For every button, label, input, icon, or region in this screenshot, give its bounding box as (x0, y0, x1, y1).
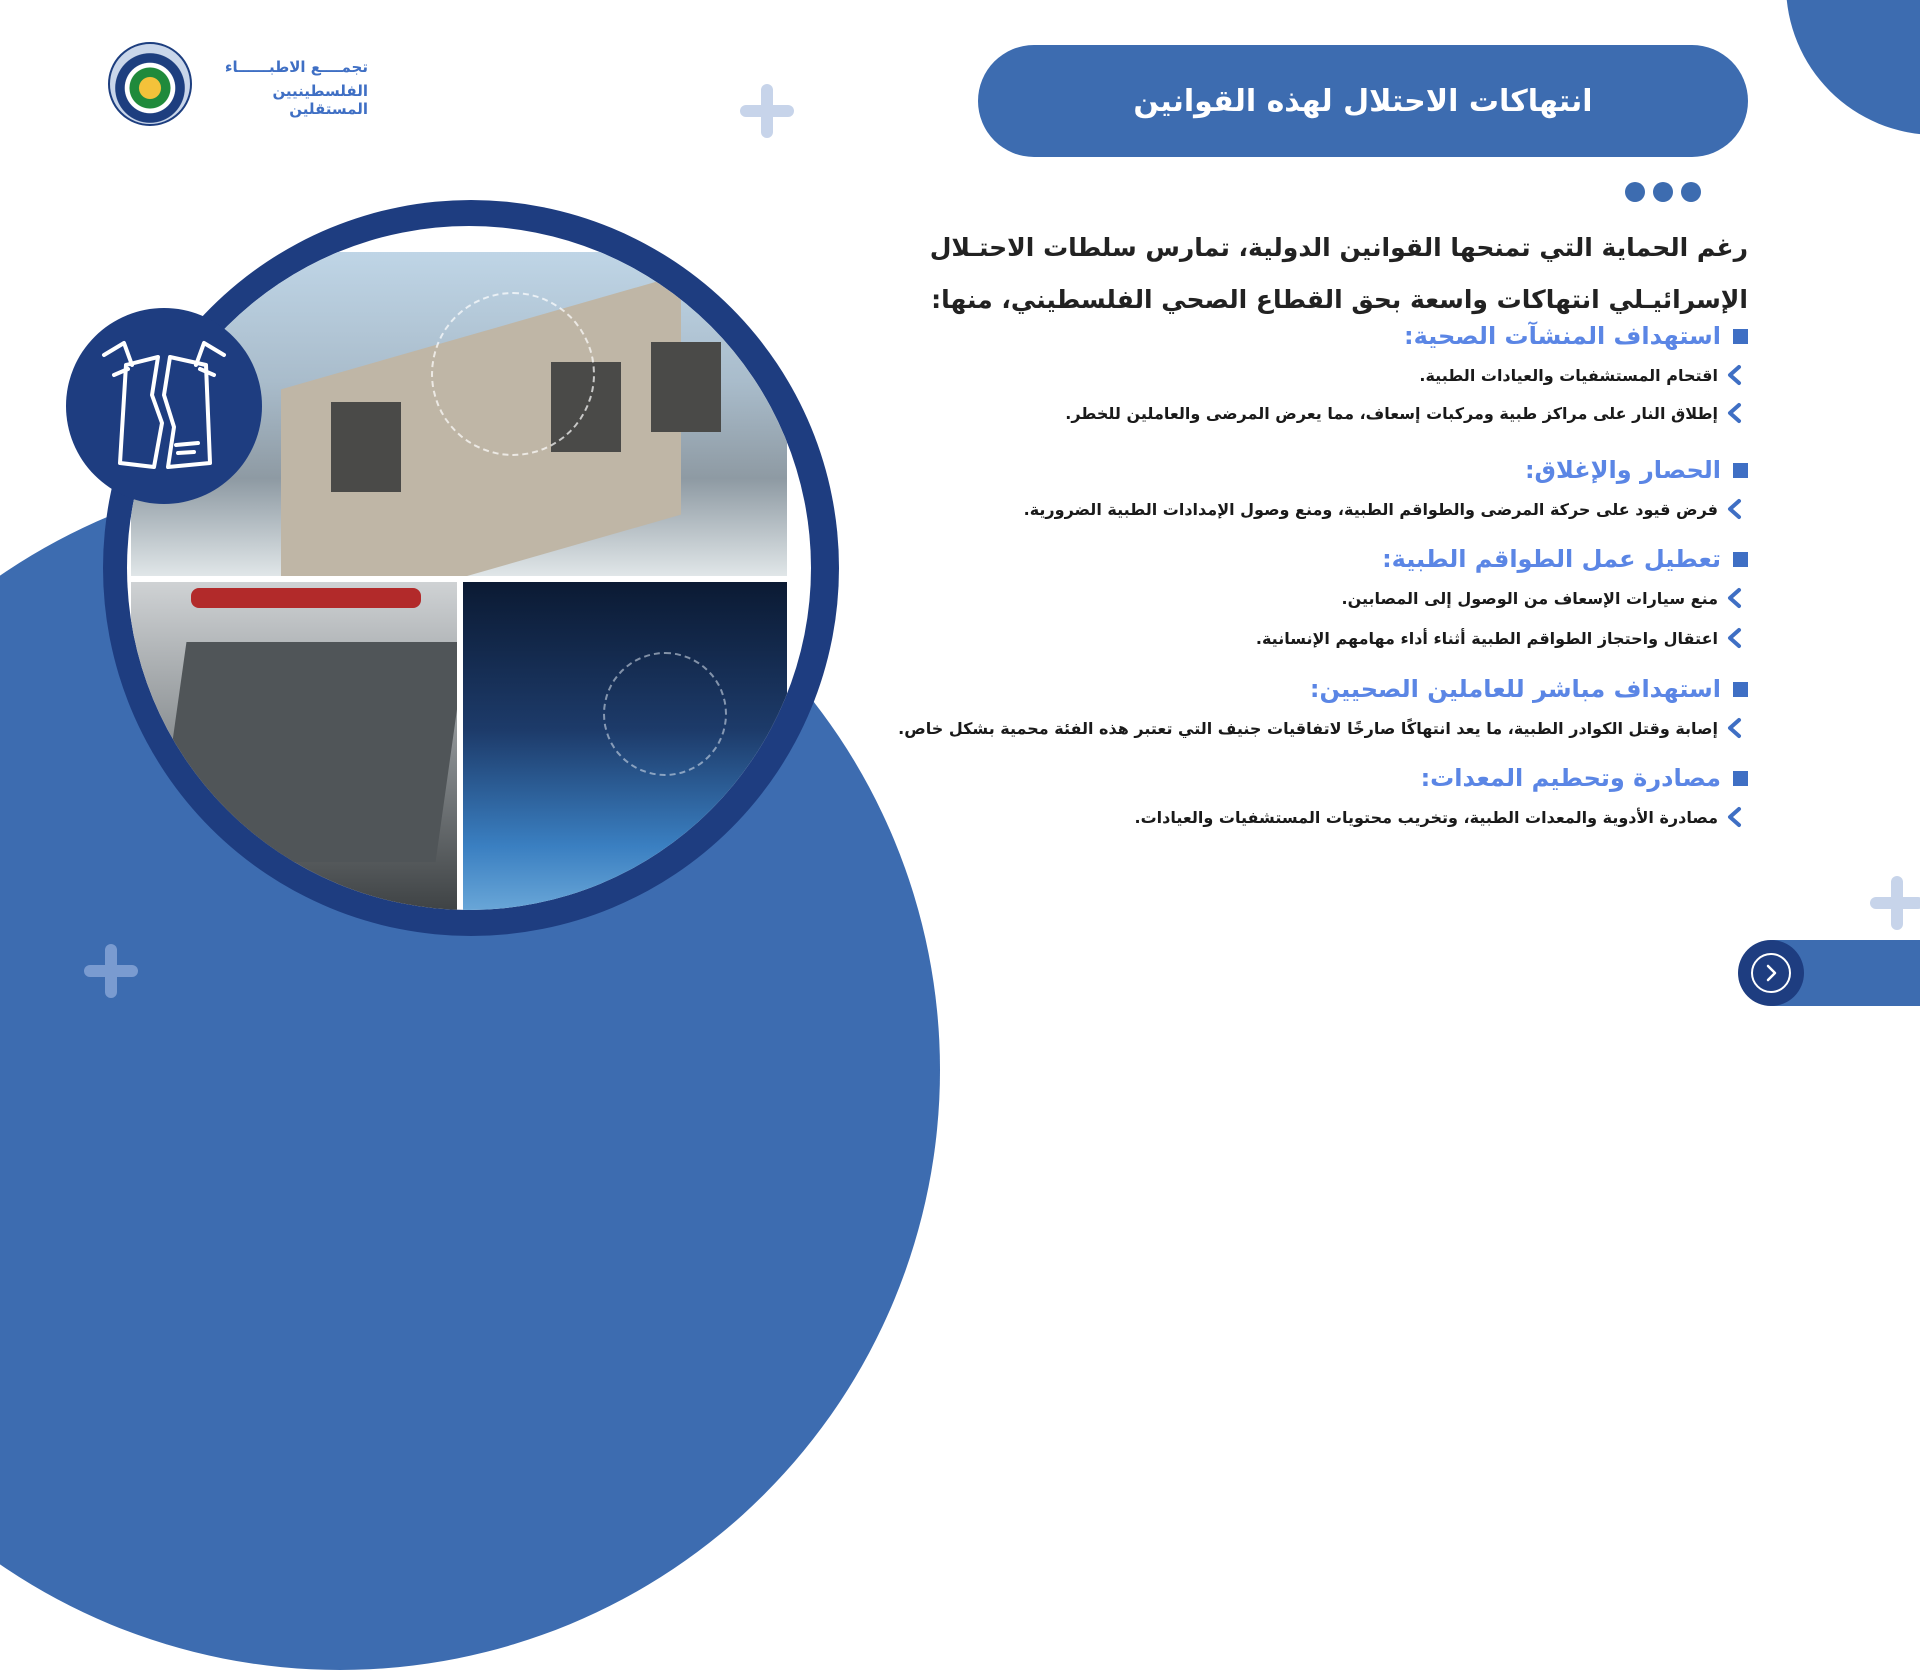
photo-collage (127, 226, 811, 910)
square-bullet-icon (1733, 682, 1748, 697)
logo-text-line1: تجمــــع الاطبــــــاء (224, 58, 368, 76)
chevron-left-icon (1724, 627, 1746, 649)
photo-shattered-glass (463, 582, 787, 910)
title-banner (978, 45, 1748, 157)
section-heading: استهداف المنشآت الصحية: (1404, 322, 1721, 350)
section-targeting-facilities (1065, 322, 1748, 424)
next-ring (1751, 953, 1791, 993)
dot-icon (1681, 182, 1701, 202)
section-heading: استهداف مباشر للعاملين الصحيين: (1309, 675, 1721, 703)
section-heading: مصادرة وتحطيم المعدات: (1420, 764, 1721, 792)
corner-circle-decoration (1786, 0, 1920, 135)
organization-logo-icon (108, 42, 192, 126)
bullet-text: فرض قيود على حركة المرضى والطواقم الطبية، ومنع وصول الإمدادات الطبية الضرورية. (1023, 499, 1718, 519)
square-bullet-icon (1733, 552, 1748, 567)
chevron-left-icon (1724, 806, 1746, 828)
section-disrupting-medical-staff (1256, 545, 1748, 649)
chevron-left-icon (1724, 587, 1746, 609)
plus-icon (1870, 876, 1920, 930)
section-heading: تعطيل عمل الطواقم الطبية: (1382, 545, 1721, 573)
section-targeting-health-workers (898, 675, 1748, 739)
chevron-right-icon (1761, 963, 1781, 983)
torn-document-icon (98, 335, 230, 475)
square-bullet-icon (1733, 329, 1748, 344)
square-bullet-icon (1733, 771, 1748, 786)
next-button[interactable] (1738, 940, 1804, 1006)
bullet-text: إصابة وقتل الكوادر الطبية، ما يعد انتهاكًا صارخًا لاتفاقيات جنيف التي تعتبر هذه الفئة محمية بشكل خاص. (898, 718, 1718, 738)
plus-icon (84, 944, 138, 998)
bullet-text: مصادرة الأدوية والمعدات الطبية، وتخريب محتويات المستشفيات والعيادات. (1134, 807, 1718, 827)
dot-icon (1653, 182, 1673, 202)
photo-ambulance-damaged (131, 582, 457, 910)
chevron-left-icon (1724, 364, 1746, 386)
dots-decoration (1625, 182, 1701, 202)
square-bullet-icon (1733, 463, 1748, 478)
section-siege-closure (1024, 456, 1748, 520)
page-title: انتهاكات الاحتلال لهذه القوانين (1133, 83, 1593, 119)
plus-icon (740, 84, 794, 138)
bullet-text: منع سيارات الإسعاف من الوصول إلى المصابين. (1341, 588, 1718, 608)
chevron-left-icon (1724, 498, 1746, 520)
bullet-text: إطلاق النار على مراكز طبية ومركبات إسعاف، مما يعرض المرضى والعاملين للخطر. (1065, 403, 1718, 423)
bullet-text: اقتحام المستشفيات والعيادات الطبية. (1419, 365, 1718, 385)
dot-icon (1625, 182, 1645, 202)
section-confiscating-equipment (1134, 764, 1748, 828)
section-heading: الحصار والإغلاق: (1524, 456, 1721, 484)
logo-text-line2: الفلسطينيين المستقلين (272, 82, 368, 118)
chevron-left-icon (1724, 717, 1746, 739)
intro-paragraph: رغم الحماية التي تمنحها القوانين الدولية، تمارس سلطات الاحتـلال الإسرائيـلي انتهاكات واسعة بحق القطاع الصحي الفلسطيني، منها: (929, 233, 1748, 314)
chevron-left-icon (1724, 402, 1746, 424)
bullet-text: اعتقال واحتجاز الطواقم الطبية أثناء أداء مهامهم الإنسانية. (1255, 628, 1718, 648)
